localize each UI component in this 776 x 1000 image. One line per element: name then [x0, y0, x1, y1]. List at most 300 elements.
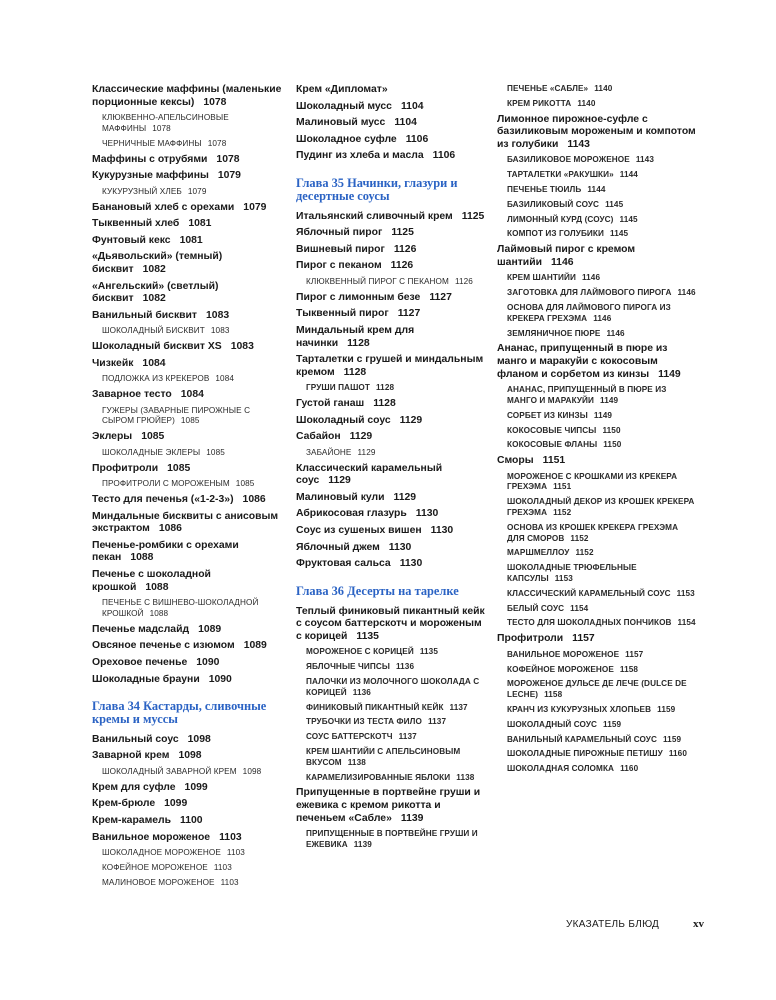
index-subentry: [497, 650, 697, 661]
index-entry: [296, 117, 486, 130]
index-entry: [296, 606, 486, 644]
entry-title: Малиновый кули: [296, 491, 385, 503]
page-ref: 1098: [178, 750, 202, 762]
index-subentry: [92, 848, 282, 859]
entry-title: ПАЛОЧКИ ИЗ МОЛОЧНОГО ШОКОЛАДА С КОРИЦЕЙ: [306, 677, 480, 697]
entry-title: ШОКОЛАДНЫЙ ЗАВАРНОЙ КРЕМ: [102, 766, 237, 776]
entry-title: «Дьявольский» (темный) бисквит: [92, 251, 223, 275]
index-subentry: [497, 735, 697, 746]
entry-title: ФИНИКОВЫЙ ПИКАНТНЫЙ КЕЙК: [306, 702, 444, 712]
index-subentry: [497, 665, 697, 676]
page-ref: 1125: [391, 227, 414, 239]
index-entry: [92, 540, 282, 565]
page-ref: 1130: [388, 541, 412, 553]
page-ref: 1130: [399, 558, 423, 570]
entry-title: ТАРТАЛЕТКИ «РАКУШКИ»: [507, 170, 614, 180]
page-ref: 1152: [570, 533, 589, 543]
page-ref: 1149: [600, 395, 619, 405]
entry-title: Соус из сушеных вишен: [296, 525, 422, 537]
index-entry: [296, 308, 486, 321]
entry-title: МОРОЖЕНОЕ ДУЛЬСЕ ДЕ ЛЕЧЕ (DULCE DE LECHE): [507, 679, 687, 700]
page-ref: 1089: [243, 640, 267, 652]
entry-title: Тарталетки с грушей и миндальным кремом: [296, 354, 484, 378]
index-entry: [296, 150, 486, 163]
entry-title: Ореховое печенье: [92, 657, 188, 668]
index-subentry: [497, 303, 697, 325]
entry-title: ОСНОВА ДЛЯ ЛАЙМОВОГО ПИРОГА ИЗ КРЕКЕРА ГРЕХЭМА: [507, 302, 671, 323]
index-entry: [296, 787, 486, 825]
page-ref: 1100: [180, 814, 203, 826]
page-ref: 1146: [593, 313, 612, 323]
index-entry: [296, 354, 486, 379]
page-ref: 1083: [210, 326, 230, 336]
index-subentry: [497, 273, 697, 284]
page-ref: 1129: [328, 475, 351, 487]
entry-title: Заварной крем: [92, 750, 170, 762]
page-ref: 1126: [390, 260, 414, 272]
page-ref: 1079: [187, 186, 207, 196]
entry-title: Шоколадный бисквит XS: [92, 341, 222, 353]
page-ref: 1128: [347, 337, 370, 349]
index-subentry: [92, 139, 282, 150]
entry-title: Лимонное пирожное-суфле с базиликовым мороженым и компотом из голубики: [497, 113, 696, 150]
entry-title: Малиновый мусс: [296, 117, 386, 129]
index-entry: [497, 343, 697, 381]
page-ref: 1086: [158, 523, 182, 535]
entry-title: ГРУШИ ПАШОТ: [306, 383, 370, 393]
page-ref: 1078: [203, 96, 227, 108]
entry-title: Миндальные бисквиты с анисовым экстрактом: [92, 510, 279, 535]
page-ref: 1090: [208, 673, 232, 685]
page-ref: 1099: [164, 798, 188, 810]
entry-title: КРЕМ ШАНТИЙИ: [507, 273, 576, 283]
page-ref: 1085: [180, 416, 200, 426]
footer-title: УКАЗАТЕЛЬ БЛЮД: [566, 919, 660, 930]
page-ref: 1160: [668, 749, 687, 759]
index-subentry: [497, 563, 697, 585]
index-entry: [92, 798, 282, 811]
entry-title: Фруктовая сальса: [296, 558, 391, 570]
index-entry: [497, 244, 697, 269]
page-ref: 1128: [375, 383, 395, 393]
index-subentry: [497, 618, 697, 629]
page-ref: 1128: [343, 366, 367, 378]
page-ref: 1137: [427, 717, 447, 727]
index-subentry: [296, 277, 486, 288]
page-ref: 1103: [220, 877, 239, 887]
index-entry: [296, 260, 486, 273]
page-ref: 1154: [570, 603, 589, 613]
index-subentry: [497, 99, 697, 110]
entry-title: Пирог с лимонным безе: [296, 291, 421, 303]
page-ref: 1160: [620, 764, 639, 774]
page-ref: 1150: [602, 425, 621, 435]
entry-title: ОСНОВА ИЗ КРОШЕК КРЕКЕРА ГРЕХЭМА ДЛЯ СМОРОВ: [507, 522, 679, 543]
entry-title: КРЕМ ШАНТИЙИ С АПЕЛЬСИНОВЫМ ВКУСОМ: [306, 746, 461, 767]
entry-title: БАЗИЛИКОВОЕ МОРОЖЕНОЕ: [507, 155, 630, 165]
index-subentry: [92, 326, 282, 337]
entry-title: Сабайон: [296, 431, 341, 443]
page-ref: 1084: [142, 357, 166, 369]
entry-title: ШОКОЛАДНЫЕ ПИРОЖНЫЕ ПЕТИШУ: [507, 749, 663, 759]
index-entry: [296, 398, 486, 411]
page-ref: 1078: [152, 123, 171, 133]
page-ref: 1159: [662, 734, 682, 744]
index-entry: [296, 525, 486, 538]
page-ref: 1081: [179, 234, 203, 246]
index-subentry: [296, 677, 486, 699]
index-subentry: [296, 717, 486, 728]
index-subentry: [296, 732, 486, 743]
entry-title: ЯБЛОЧНЫЕ ЧИПСЫ: [306, 662, 390, 672]
entry-title: Тесто для печенья («1-2-3»): [92, 494, 234, 506]
entry-title: Яблочный джем: [296, 541, 380, 553]
entry-title: ГУЖЕРЫ (ЗАВАРНЫЕ ПИРОЖНЫЕ С СЫРОМ ГРЮЙЕР): [102, 405, 251, 426]
index-subentry: [497, 426, 697, 437]
index-subentry: [497, 497, 697, 519]
page-ref: 1127: [429, 291, 452, 303]
entry-title: КАРАМЕЛИЗИРОВАННЫЕ ЯБЛОКИ: [306, 772, 451, 782]
page-ref: 1128: [373, 398, 396, 410]
index-entry: [92, 341, 282, 354]
index-entry: [92, 389, 282, 402]
page-ref: 1082: [142, 293, 166, 305]
page-ref: 1103: [219, 831, 242, 843]
page-ref: 1125: [461, 210, 485, 222]
page-ref: 1136: [395, 662, 415, 672]
entry-title: ЗЕМЛЯНИЧНОЕ ПЮРЕ: [507, 328, 601, 338]
page-ref: 1139: [353, 839, 372, 849]
index-entry: [296, 542, 486, 555]
page-ref: 1158: [619, 664, 639, 674]
index-subentry: [497, 440, 697, 451]
page-ref: 1159: [603, 719, 622, 729]
entry-title: Чизкейк: [92, 357, 134, 369]
entry-title: Шоколадные брауни: [92, 673, 200, 685]
index-subentry: [296, 747, 486, 769]
index-entry: [497, 114, 697, 152]
page-ref: 1083: [230, 341, 254, 353]
index-entry: [92, 84, 282, 109]
entry-title: ПРОФИТРОЛИ С МОРОЖЕНЫМ: [102, 479, 230, 489]
entry-title: Печенье с шоколадной крошкой: [92, 569, 211, 593]
entry-title: КЛЮКВЕННО-АПЕЛЬСИНОВЫЕ МАФФИНЫ: [102, 113, 229, 133]
entry-title: КЛЮКВЕННЫЙ ПИРОГ С ПЕКАНОМ: [306, 276, 449, 286]
page-ref: 1145: [619, 214, 638, 224]
index-entry: [92, 281, 282, 306]
entry-title: Шоколадное суфле: [296, 133, 397, 145]
index-subentry: [92, 878, 282, 889]
entry-title: КРЕМ РИКОТТА: [507, 98, 572, 108]
page-ref: 1129: [357, 447, 376, 457]
page-ref: 1150: [603, 440, 622, 450]
page-ref: 1104: [394, 117, 417, 129]
entry-title: Тыквенный хлеб: [92, 218, 180, 230]
index-subentry: [497, 764, 697, 775]
index-subentry: [497, 705, 697, 716]
entry-title: СОРБЕТ ИЗ КИНЗЫ: [507, 410, 588, 420]
page-ref: 1138: [347, 757, 366, 767]
index-subentry: [497, 385, 697, 407]
page-ref: 1098: [242, 766, 262, 776]
entry-title: Овсяное печенье с изюмом: [92, 640, 235, 652]
page-ref: 1137: [449, 702, 468, 712]
index-entry: [296, 101, 486, 114]
index-subentry: [497, 84, 697, 95]
entry-title: Банановый хлеб с орехами: [92, 201, 235, 213]
entry-title: ПОДЛОЖКА ИЗ КРЕКЕРОВ: [102, 374, 210, 384]
index-subentry: [296, 647, 486, 658]
page-ref: 1153: [676, 588, 695, 598]
entry-title: Абрикосовая глазурь: [296, 508, 407, 520]
index-entry: [296, 415, 486, 428]
page-ref: 1099: [184, 781, 208, 793]
entry-title: Вишневый пирог: [296, 243, 385, 255]
page-ref: 1152: [575, 548, 594, 558]
page-ref: 1138: [456, 772, 475, 782]
entry-title: ШОКОЛАДНЫЙ ДЕКОР ИЗ КРОШЕК КРЕКЕРА ГРЕХЭМА: [507, 497, 695, 518]
page-ref: 1085: [235, 479, 255, 489]
entry-title: Ананас, припущенный в пюре из манго и маракуйи с кокосовым фланом и сорбетом из кинзы: [497, 343, 668, 380]
page-ref: 1157: [572, 633, 595, 645]
index-entry: [92, 463, 282, 476]
index-entry: [92, 358, 282, 371]
index-entry: [92, 170, 282, 183]
entry-title: ЧЕРНИЧНЫЕ МАФФИНЫ: [102, 138, 202, 148]
entry-title: Лаймовый пирог с кремом шантийи: [497, 244, 636, 268]
index-column-1: [92, 84, 282, 893]
index-entry: [92, 624, 282, 637]
entry-title: ТРУБОЧКИ ИЗ ТЕСТА ФИЛО: [306, 717, 422, 727]
index-subentry: [92, 374, 282, 385]
entry-title: МОРОЖЕНОЕ С КОРИЦЕЙ: [306, 647, 414, 657]
entry-title: Кукурузные маффины: [92, 170, 209, 182]
page-ref: 1151: [542, 455, 566, 467]
page-ref: 1079: [243, 201, 267, 213]
page-ref: 1106: [405, 133, 429, 145]
index-entry: [92, 657, 282, 670]
entry-title: КОФЕЙНОЕ МОРОЖЕНОЕ: [507, 664, 614, 674]
index-entry: [92, 251, 282, 276]
page-ref: 1098: [187, 733, 211, 745]
entry-title: Итальянский сливочный крем: [296, 210, 453, 222]
entry-title: ШОКОЛАДНОЕ МОРОЖЕНОЕ: [102, 848, 221, 858]
entry-title: Маффины с отрубями: [92, 153, 208, 165]
entry-title: БЕЛЫЙ СОУС: [507, 603, 565, 613]
entry-title: Крем-брюле: [92, 798, 156, 810]
entry-title: КОМПОТ ИЗ ГОЛУБИКИ: [507, 229, 604, 239]
entry-title: ПРИПУЩЕННЫЕ В ПОРТВЕЙНЕ ГРУШИ И ЕЖЕВИКА: [306, 829, 478, 849]
index-entry: [92, 154, 282, 167]
page-ref: 1084: [180, 389, 204, 401]
entry-title: Профитроли: [92, 462, 159, 474]
index-subentry: [497, 523, 697, 545]
page-ref: 1082: [142, 263, 166, 275]
index-subentry: [497, 411, 697, 422]
entry-title: КЛАССИЧЕСКИЙ КАРАМЕЛЬНЫЙ СОУС: [507, 588, 671, 598]
entry-title: ЗАГОТОВКА ДЛЯ ЛАЙМОВОГО ПИРОГА: [507, 288, 672, 298]
page-ref: 1079: [217, 170, 241, 182]
index-subentry: [296, 703, 486, 714]
index-subentry: [296, 448, 486, 459]
index-entry: [92, 832, 282, 845]
index-entry: [92, 218, 282, 231]
index-subentry: [497, 548, 697, 559]
entry-title: МАЛИНОВОЕ МОРОЖЕНОЕ: [102, 877, 215, 887]
page-ref: 1129: [349, 431, 373, 443]
index-entry: [92, 511, 282, 536]
page-ref: 1137: [398, 732, 417, 742]
page-ref: 1146: [677, 288, 696, 298]
index-entry: [296, 508, 486, 521]
index-subentry: [497, 472, 697, 494]
page-ref: 1126: [393, 243, 417, 255]
page-ref: 1103: [213, 862, 232, 872]
page-ref: 1135: [356, 630, 379, 642]
index-subentry: [497, 720, 697, 731]
index-entry: [296, 431, 486, 444]
index-entry: [296, 558, 486, 571]
entry-title: Крем «Дипломат»: [296, 84, 388, 95]
index-entry: [296, 463, 486, 488]
page-ref: 1106: [432, 150, 456, 162]
page-ref: 1085: [206, 447, 225, 457]
entry-title: Пудинг из хлеба и масла: [296, 150, 424, 162]
page-ref: 1149: [593, 410, 613, 420]
index-entry: [92, 640, 282, 653]
entry-title: ШОКОЛАДНЫЕ ТРЮФЕЛЬНЫЕ КАПСУЛЫ: [507, 563, 637, 584]
entry-title: Крем для суфле: [92, 781, 176, 793]
entry-title: Миндальный крем для начинки: [296, 324, 415, 349]
chapter-heading: Глава 34 Кастарды, сливочные кремы и муссы: [92, 699, 267, 726]
page-ref: 1078: [216, 153, 240, 165]
index-subentry: [92, 598, 282, 620]
entry-title: Эклеры: [92, 431, 133, 443]
page-ref: 1090: [196, 657, 220, 668]
entry-title: КОКОСОВЫЕ ФЛАНЫ: [507, 440, 598, 450]
chapter-heading: Глава 35 Начинки, глазури и десертные соусы: [296, 175, 458, 203]
index-subentry: [92, 448, 282, 459]
entry-title: Припущенные в портвейне груши и ежевика с кремом рикотта и печеньем «Сабле»: [296, 787, 481, 824]
index-entry: [296, 325, 486, 350]
entry-title: Заварное тесто: [92, 389, 172, 401]
index-column-2: [296, 84, 486, 855]
entry-title: ПЕЧЕНЬЕ С ВИШНЕВО-ШОКОЛАДНОЙ КРОШКОЙ: [102, 598, 259, 619]
index-subentry: [92, 113, 282, 135]
page-ref: 1136: [352, 687, 371, 697]
index-subentry: [296, 383, 486, 394]
entry-title: СОУС БАТТЕРСКОТЧ: [306, 732, 393, 742]
index-entry: [92, 494, 282, 507]
entry-title: Тыквенный пирог: [296, 308, 389, 320]
index-subentry: [92, 187, 282, 198]
index-entry: [497, 455, 697, 468]
page-ref: 1144: [619, 170, 638, 180]
index-subentry: [296, 662, 486, 673]
page-ref: 1145: [610, 229, 629, 239]
page-ref: 1083: [206, 309, 230, 321]
index-subentry: [497, 604, 697, 615]
index-subentry: [497, 679, 697, 701]
entry-title: ТЕСТО ДЛЯ ШОКОЛАДНЫХ ПОНЧИКОВ: [507, 618, 672, 628]
page-ref: 1158: [544, 690, 563, 700]
index-subentry: [497, 589, 697, 600]
page-ref: 1130: [415, 508, 439, 520]
page-ref: 1139: [400, 812, 424, 824]
index-entry: [92, 431, 282, 444]
index-entry: [92, 202, 282, 215]
entry-title: Печенье-ромбики с орехами пекан: [92, 539, 239, 564]
entry-title: ШОКОЛАДНЫЙ БИСКВИТ: [102, 326, 205, 336]
page-ref: 1085: [167, 462, 191, 474]
index-subentry: [296, 829, 486, 851]
entry-title: Крем-карамель: [92, 814, 172, 826]
entry-title: Густой ганаш: [296, 398, 365, 410]
entry-title: МОРОЖЕНОЕ С КРОШКАМИ ИЗ КРЕКЕРА ГРЕХЭМА: [507, 471, 678, 492]
index-subentry: [92, 767, 282, 778]
entry-title: ЛИМОННЫЙ КУРД (СОУС): [507, 214, 614, 224]
page-ref: 1146: [581, 273, 601, 283]
entry-title: ЗАБАЙОНЕ: [306, 447, 352, 457]
page-ref: 1126: [454, 276, 473, 286]
page-ref: 1135: [419, 647, 438, 657]
entry-title: Классические маффины (маленькие порционные кексы): [92, 84, 282, 108]
index-entry: [296, 84, 486, 97]
index-subentry: [497, 749, 697, 760]
page-ref: 1149: [658, 368, 681, 380]
entry-title: Пирог с пеканом: [296, 260, 382, 272]
index-entry: [92, 674, 282, 687]
page-ref: 1140: [594, 84, 613, 93]
entry-title: Ванильный соус: [92, 733, 179, 745]
page-ref: 1104: [400, 100, 424, 112]
index-subentry: [497, 215, 697, 226]
entry-title: АНАНАС, ПРИПУЩЕННЫЙ В ПЮРЕ ИЗ МАНГО И МАРАКУЙИ: [507, 385, 667, 405]
entry-title: КУКУРУЗНЫЙ ХЛЕБ: [102, 186, 182, 196]
index-subentry: [497, 229, 697, 240]
page-ref: 1151: [553, 482, 572, 492]
index-entry: [92, 235, 282, 248]
index-subentry: [497, 288, 697, 299]
entry-title: Теплый финиковый пикантный кейк с соусом баттерскотч и мороженым с корицей: [296, 605, 485, 642]
entry-title: Ванильный бисквит: [92, 309, 198, 321]
index-entry: [92, 734, 282, 747]
page-ref: 1088: [149, 609, 169, 619]
entry-title: Профитроли: [497, 633, 564, 645]
entry-title: КОФЕЙНОЕ МОРОЖЕНОЕ: [102, 862, 208, 872]
page-ref: 1129: [393, 491, 417, 503]
entry-title: ПЕЧЕНЬЕ «САБЛЕ»: [507, 84, 589, 93]
entry-title: МАРШМЕЛЛОУ: [507, 548, 570, 558]
index-subentry: [497, 185, 697, 196]
page-ref: 1088: [145, 581, 169, 593]
entry-title: КОКОСОВЫЕ ЧИПСЫ: [507, 425, 597, 435]
index-entry: [92, 782, 282, 795]
page-ref: 1146: [606, 328, 625, 338]
page-ref: 1144: [587, 184, 606, 194]
entry-title: ШОКОЛАДНАЯ СОЛОМКА: [507, 764, 615, 774]
index-subentry: [92, 863, 282, 874]
entry-title: КРАНЧ ИЗ КУКУРУЗНЫХ ХЛОПЬЕВ: [507, 705, 652, 715]
page-ref: 1157: [625, 649, 644, 659]
page-ref: 1129: [399, 414, 423, 426]
page-ref: 1140: [577, 98, 596, 108]
index-subentry: [92, 406, 282, 428]
page-ref: 1084: [215, 374, 235, 384]
page-ref: 1081: [188, 218, 212, 230]
page-ref: 1085: [141, 431, 165, 443]
page-ref: 1153: [554, 574, 573, 584]
